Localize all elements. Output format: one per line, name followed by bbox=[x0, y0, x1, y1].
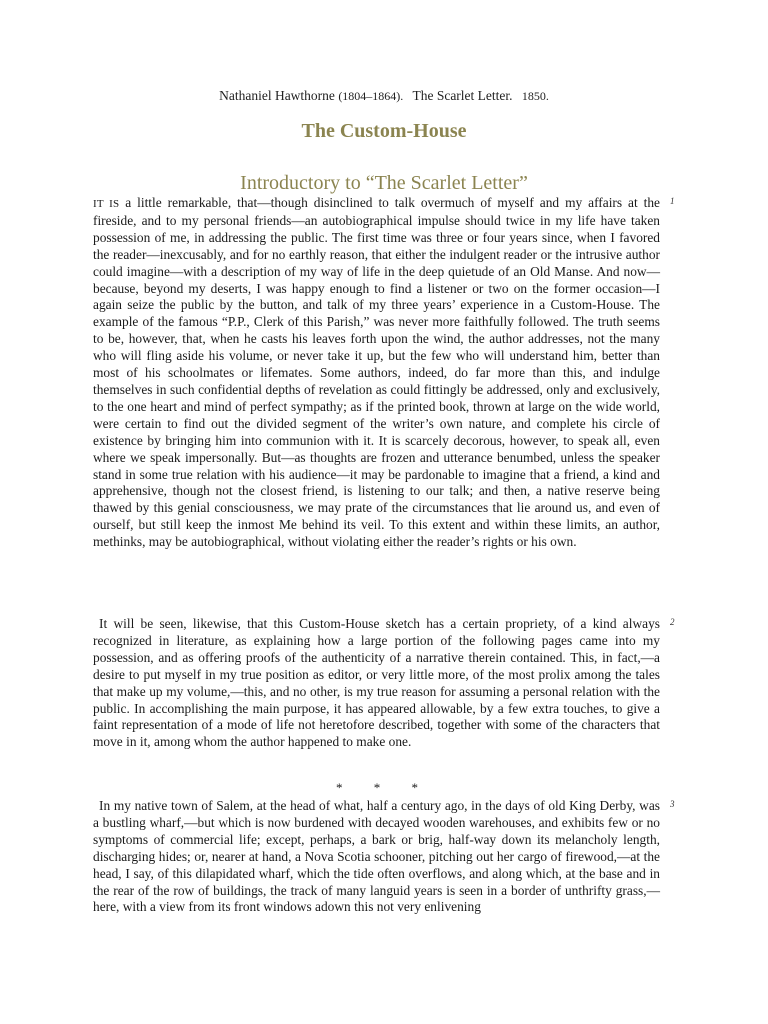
paragraph-2: It will be seen, likewise, that this Custom-House sketch has a certain propriety, of a kind always recognized in literature, as explaining how a large portion of the following pages came into my possession, and as offering proofs of the authenticity of a narrative therein contained. This, in fact,—a desire to put myself in my true position as editor, or very little more, of the most prolix among the tales that make up my volume,—this, and no other, is my true reason for assuming a personal relation with the public. In accomplishing the main purpose, it has appeared allowable, by a few extra touches, to give a faint representation of a mode of life not heretofore described, together with some of the characters that move in it, among whom the author happened to make one. bbox=[93, 616, 660, 750]
chapter-title: The Custom-House bbox=[301, 120, 467, 142]
citation-year: 1850. bbox=[521, 89, 549, 103]
section-separator: * * * bbox=[336, 780, 432, 795]
body-text-block-3 bbox=[93, 798, 660, 916]
paragraph-lead: IT IS bbox=[93, 198, 120, 210]
paragraph-3: In my native town of Salem, at the head of what, half a century ago, in the days of old King Derby, was a bustling wharf,—but which is now burdened with decayed wooden warehouses, and exhibits few or no symptoms of commercial life; except, perhaps, a bark or brig, half-way down its melancholy length, discharging hides; or, nearer at hand, a Nova Scotia schooner, pitching out her cargo of firewood,—at the head, I say, of this dilapidated wharf, which the tide often overflows, and along which, at the base and in the rear of the row of buildings, the track of many languid years is seen in a border of unthrifty grass,—here, with a view from its front windows adown this not very enlivening bbox=[93, 798, 660, 915]
citation-work: The Scarlet Letter. bbox=[412, 88, 513, 103]
body-text-block-2 bbox=[93, 616, 660, 751]
citation-dates: (1804–1864). bbox=[338, 89, 404, 103]
chapter-subtitle: Introductory to “The Scarlet Letter” bbox=[240, 172, 528, 194]
paragraph-1 bbox=[93, 195, 660, 551]
citation-line bbox=[0, 88, 768, 104]
paragraph-number: 2 bbox=[670, 617, 675, 627]
body-text-block-1 bbox=[93, 195, 660, 551]
paragraph-text: a little remarkable, that—though disinclined to talk overmuch of myself and my affairs at the fireside, and to my personal friends—an autobiographical impulse should twice in my life have taken possession of me, in addressing the public. The first time was three or four years since, when I favored the reader—inexcusably, and for no earthly reason, that either the indulgent reader or the intrusive author could imagine—with a description of my way of life in the deep quietude of an Old Manse. And now—because, beyond my deserts, I was happy enough to find a listener or two on the former occasion—I again seize the public by the button, and talk of my three years’ experience in a Custom-House. The example of the famous “P.P., Clerk of this Parish,” was never more faithfully followed. The truth seems to be, however, that, when he casts his leaves forth upon the wind, the author addresses, not the many who will fling aside his volume, or never take it up, but the few who will understand him, better than most of his schoolmates or lifemates. Some authors, indeed, do far more than this, and indulge themselves in such confidential depths of revelation as could fittingly be addressed, only and exclusively, to the one heart and mind of perfect sympathy; as if the printed book, thrown at large on the wide world, were certain to find out the divided segment of the writer’s own nature, and complete his circle of existence by bringing him into communion with it. It is scarcely decorous, however, to speak all, even where we speak impersonally. But—as thoughts are frozen and utterance benumbed, unless the speaker stand in some true relation with his audience—it may be pardonable to imagine that a friend, a kind and apprehensive, though not the closest friend, is listening to our talk; and then, a native reserve being thawed by this genial consciousness, we may prate of the circumstances that lie around us, and even of ourself, but still keep the inmost Me behind its veil. To this extent and within these limits, an author, methinks, may be autobiographical, without violating either the reader’s rights or his own. bbox=[93, 195, 660, 550]
citation-author: Nathaniel Hawthorne bbox=[219, 88, 335, 103]
paragraph-number: 1 bbox=[670, 196, 675, 206]
paragraph-number: 3 bbox=[670, 799, 675, 809]
